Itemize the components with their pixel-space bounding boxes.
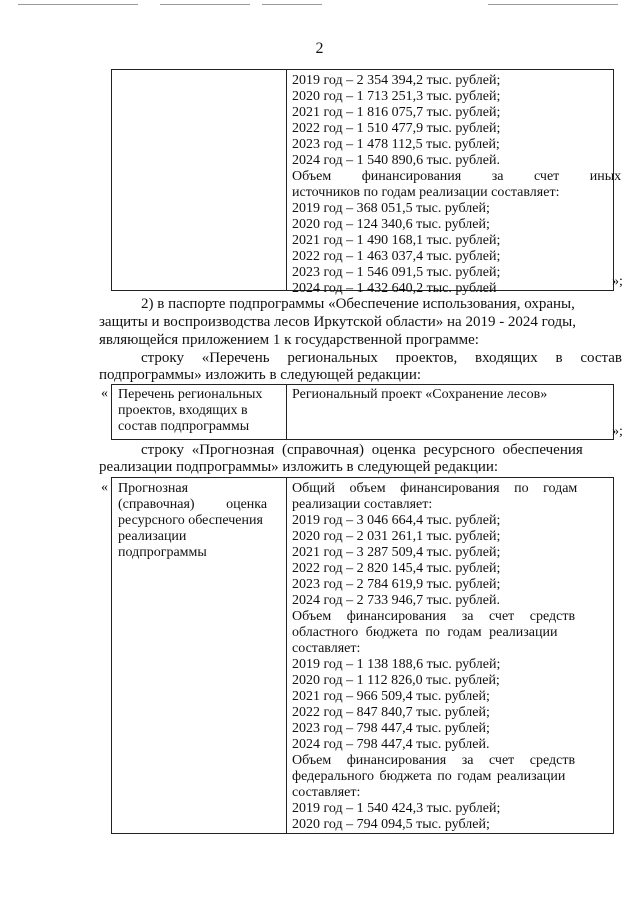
financing-table-continuation xyxy=(111,69,622,296)
table1-line: 2021 год – 1 816 075,7 тыс. рублей; xyxy=(292,105,501,120)
table2-left-line: проектов, входящих в xyxy=(118,403,248,418)
table3-line: 2020 год – 2 031 261,1 тыс. рублей; xyxy=(292,529,501,544)
table3-line: 2021 год – 966 509,4 тыс. рублей; xyxy=(292,689,490,704)
table1-line: 2024 год – 1 432 640,2 тыс. рублей xyxy=(292,281,497,296)
table3-line: 2020 год – 794 094,5 тыс. рублей; xyxy=(292,817,490,832)
table1-line: 2019 год – 368 051,5 тыс. рублей; xyxy=(292,201,490,216)
table3-line: составляет: xyxy=(292,785,361,800)
table3-line: 2022 год – 847 840,7 тыс. рублей; xyxy=(292,705,490,720)
table1-line: источников по годам реализации составляет: xyxy=(292,185,560,200)
table3-line: 2019 год – 3 046 664,4 тыс. рублей; xyxy=(292,513,501,528)
table-right-cell xyxy=(287,385,613,439)
table3-line: 2024 год – 798 447,4 тыс. рублей. xyxy=(292,737,490,752)
table-left-cell xyxy=(112,385,287,439)
table3-line: Объем финансирования за счет средств xyxy=(292,609,576,624)
table3-line: 2019 год – 1 540 424,3 тыс. рублей; xyxy=(292,801,501,816)
paragraph-line: являющейся приложением 1 к государственной программе: xyxy=(99,332,479,348)
table1-line: 2023 год – 1 478 112,5 тыс. рублей; xyxy=(292,137,500,152)
closing-quote: »; xyxy=(612,424,623,439)
table1-line: 2020 год – 1 713 251,3 тыс. рублей; xyxy=(292,89,501,104)
table3-line: Общий объем финансирования по годам xyxy=(292,481,578,496)
table2-left-line: Перечень региональных xyxy=(118,387,263,402)
paragraph-line: 2) в паспорте подпрограммы «Обеспечение использования, охраны, xyxy=(141,296,575,312)
paragraph-line: подпрограммы» изложить в следующей редакции: xyxy=(99,367,422,383)
paragraph-line: строку «Прогнозная (справочная) оценка ресурсного обеспечения xyxy=(141,442,583,458)
table3-left-line: ресурсного обеспечения xyxy=(118,513,263,528)
table1-line: 2022 год – 1 463 037,4 тыс. рублей; xyxy=(292,249,501,264)
resource-estimate-table xyxy=(111,477,614,834)
table3-left-line: подпрограммы xyxy=(118,545,207,560)
table3-line: 2024 год – 2 733 946,7 тыс. рублей. xyxy=(292,593,500,608)
table-right-cell xyxy=(287,478,613,833)
table3-line: Объем финансирования за счет средств xyxy=(292,753,576,768)
paragraph-line: строку «Перечень региональных проектов, входящих в состав xyxy=(141,350,622,366)
table3-line: 2023 год – 798 447,4 тыс. рублей; xyxy=(292,721,490,736)
table-left-cell xyxy=(112,478,287,833)
table3-line: 2022 год – 2 820 145,4 тыс. рублей; xyxy=(292,561,501,576)
table1-line: 2022 год – 1 510 477,9 тыс. рублей; xyxy=(292,121,501,136)
table3-left-line: реализации xyxy=(118,529,187,544)
closing-quote: »; xyxy=(612,274,623,289)
table2-right-text: Региональный проект «Сохранение лесов» xyxy=(292,387,548,402)
table3-left-line: Прогнозная xyxy=(118,481,189,496)
table3-line: 2019 год – 1 138 188,6 тыс. рублей; xyxy=(292,657,501,672)
table3-line: 2023 год – 2 784 619,9 тыс. рублей; xyxy=(292,577,501,592)
table3-line: федерального бюджета по годам реализации xyxy=(292,769,566,784)
scan-top-marks xyxy=(0,4,639,8)
table-right-cell xyxy=(287,70,622,296)
table3-line: реализации составляет: xyxy=(292,497,433,512)
table1-line: 2024 год – 1 540 890,6 тыс. рублей. xyxy=(292,153,500,168)
table1-line: 2019 год – 2 354 394,2 тыс. рублей; xyxy=(292,73,501,88)
page-number: 2 xyxy=(315,40,324,57)
table3-line: областного бюджета по годам реализации xyxy=(292,625,558,640)
opening-quote: « xyxy=(101,386,108,401)
paragraph-line: реализации подпрограммы» изложить в следующей редакции: xyxy=(99,459,499,475)
table3-left-line: (справочная) оценка xyxy=(118,497,268,512)
table1-line: 2023 год – 1 546 091,5 тыс. рублей; xyxy=(292,265,501,280)
paragraph-line: защиты и воспроизводства лесов Иркутской области» на 2019 - 2024 годы, xyxy=(99,314,576,330)
opening-quote: « xyxy=(101,480,108,495)
table3-line: 2021 год – 3 287 509,4 тыс. рублей; xyxy=(292,545,501,560)
table3-line: 2020 год – 1 112 826,0 тыс. рублей; xyxy=(292,673,500,688)
table2-left-line: состав подпрограммы xyxy=(118,419,250,434)
table1-line: 2021 год – 1 490 168,1 тыс. рублей; xyxy=(292,233,501,248)
table3-line: составляет: xyxy=(292,641,361,656)
table1-line: 2020 год – 124 340,6 тыс. рублей; xyxy=(292,217,490,232)
regional-projects-table xyxy=(111,384,614,440)
table1-line: Объем финансирования за счет иных xyxy=(292,169,622,184)
table-left-cell xyxy=(112,70,287,290)
